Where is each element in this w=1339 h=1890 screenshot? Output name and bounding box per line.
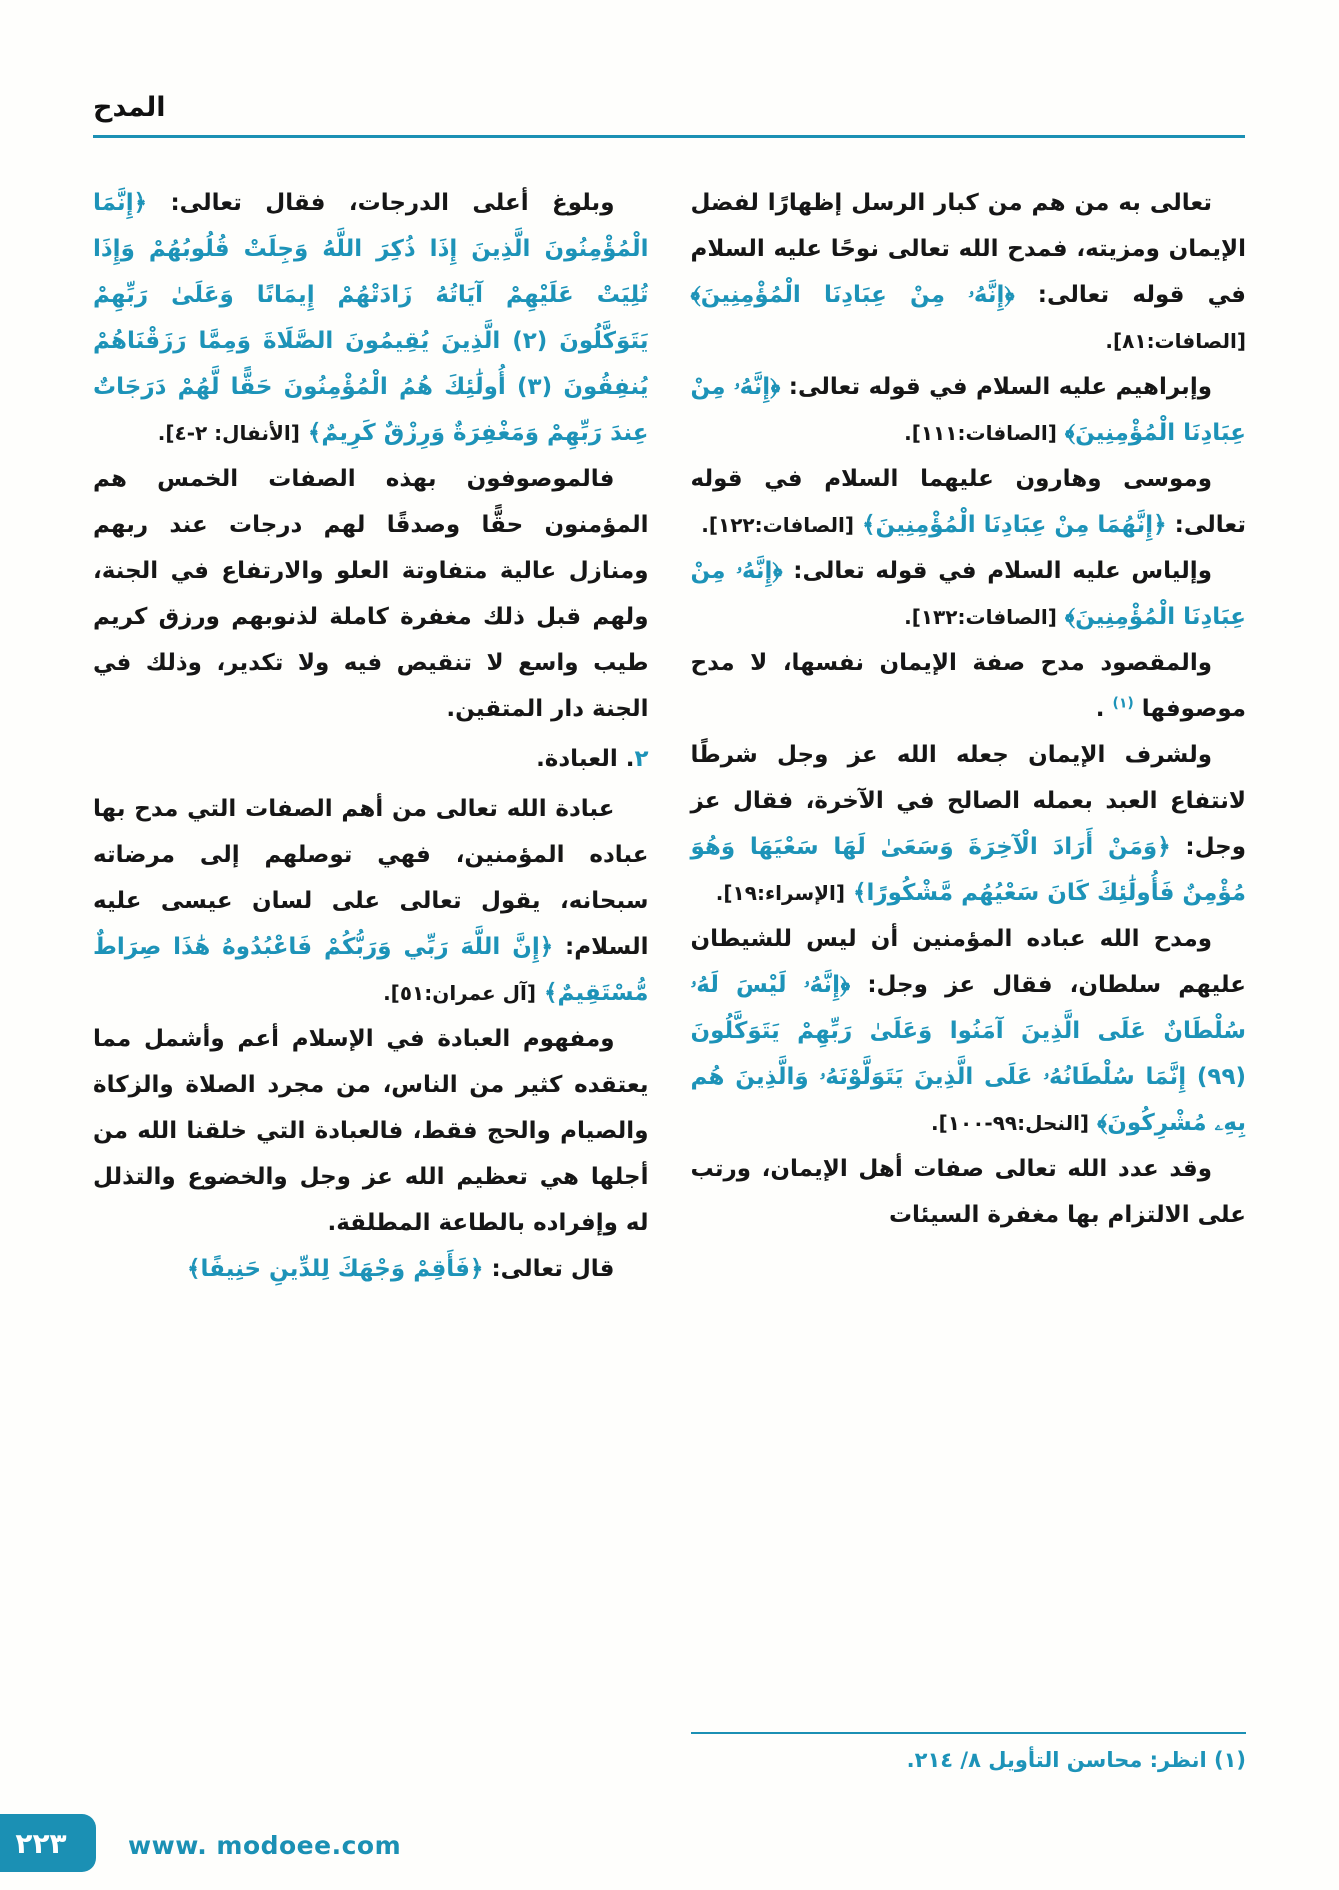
verse-reference: [الصافات:١٣٢]. <box>904 605 1057 629</box>
verse-reference: [الأنفال: ٢-٤]. <box>157 421 300 445</box>
verse-reference: [الصافات:٨١]. <box>1105 329 1246 353</box>
column-right <box>691 180 1247 1772</box>
paragraph <box>691 916 1247 1146</box>
quran-verse: ﴿إِنَّهُمَا مِنْ عِبَادِنَا الْمُؤْمِنِينَ﴾ <box>854 512 1167 538</box>
page-number: ٢٢٣ <box>15 1826 67 1860</box>
page-number-badge <box>0 1814 96 1872</box>
body-text: ولشرف الإيمان جعله الله عز وجل شرطًا لانتفاع العبد بعمله الصالح في الآخرة، فقال عز وجل: <box>690 742 1247 860</box>
paragraph <box>691 456 1247 548</box>
body-text: وبلوغ أعلى الدرجات، فقال تعالى: <box>147 190 615 216</box>
body-text: وإلياس عليه السلام في قوله تعالى: <box>782 558 1212 584</box>
body-text: والمقصود مدح صفة الإيمان نفسها، لا مدح موصوفها <box>690 650 1246 722</box>
body-text: تعالى به من هم من كبار الرسل إظهارًا لفضل الإيمان ومزيته، فمدح الله تعالى نوحًا عليه السلام في قوله تعالى: <box>690 190 1246 308</box>
verse-reference: [الإسراء:١٩]. <box>715 881 846 905</box>
paragraph <box>93 1246 649 1292</box>
body-text: وموسى وهارون عليهما السلام في قوله تعالى: <box>690 466 1246 538</box>
body-text: . العبادة. <box>536 746 635 772</box>
quran-verse: ﴿إِنَّ اللَّهَ رَبِّي وَرَبُّكُمْ فَاعْبُدُوهُ هَٰذَا صِرَاطٌ مُّسْتَقِيمٌ﴾ <box>93 934 649 1006</box>
verse-reference: [الصافات:١٢٢]. <box>701 513 855 537</box>
body-text: عبادة الله تعالى من أهم الصفات التي مدح بها عباده المؤمنين، فهي توصلهم إلى مرضاته سبحانه، يقول تعالى على لسان عيسى عليه السلام: <box>93 796 649 960</box>
paragraph <box>93 456 649 732</box>
column-left <box>93 180 649 1772</box>
body-text: وإبراهيم عليه السلام في قوله تعالى: <box>780 374 1212 400</box>
body-text: فالموصوفون بهذه الصفات الخمس هم المؤمنون حقًّا وصدقًا لهم درجات عند ربهم ومنازل عالية متفاوتة العلو والارتفاع في الجنة، ولهم قبل ذلك مغفرة كاملة لذنوبهم ورزق كريم طيب واسع لا تنقيص فيه ولا تكدير، وذلك في الجنة دار المتقين. <box>93 466 649 722</box>
verse-reference: [النحل:٩٩-١٠٠]. <box>931 1111 1090 1135</box>
body-text: ومفهوم العبادة في الإسلام أعم وأشمل مما يعتقده كثير من الناس، من مجرد الصلاة والزكاة والصيام والحج فقط، فالعبادة التي خلقنا الله من أجلها هي تعظيم الله عز وجل والخضوع والتذلل له وإفراده بالطاعة المطلقة. <box>93 1026 649 1236</box>
page-header <box>93 92 1245 138</box>
section-heading <box>93 736 649 782</box>
paragraph <box>691 732 1247 916</box>
body-text: ومدح الله عباده المؤمنين أن ليس للشيطان عليهم سلطان، فقال عز وجل: <box>690 926 1246 998</box>
paragraph <box>691 640 1247 732</box>
quran-verse: ﴿إِنَّهُۥ مِنْ عِبَادِنَا الْمُؤْمِنِينَ﴾ <box>690 282 1015 308</box>
verse-reference: [آل عمران:٥١]. <box>383 981 536 1005</box>
quran-verse: ﴿إِنَّهُۥ مِنْ عِبَادِنَا الْمُؤْمِنِينَ﴾ <box>690 374 1246 446</box>
paragraph <box>93 786 649 1016</box>
paragraph <box>691 180 1247 364</box>
footnote-marker: (١) <box>1112 695 1134 712</box>
paragraph <box>691 364 1247 456</box>
quran-verse: ﴿إِنَّمَا الْمُؤْمِنُونَ الَّذِينَ إِذَا ذُكِرَ اللَّهُ وَجِلَتْ قُلُوبُهُمْ وَإِذَا تُلِيَتْ عَلَيْهِمْ آيَاتُهُ زَادَتْهُمْ إِيمَانًا وَعَلَىٰ رَبِّهِمْ يَتَوَكَّلُونَ (٢) الَّذِينَ يُقِيمُونَ الصَّلَاةَ وَمِمَّا رَزَقْنَاهُمْ يُنفِقُونَ (٣) أُولَٰئِكَ هُمُ الْمُؤْمِنُونَ حَقًّا لَّهُمْ دَرَجَاتٌ عِندَ رَبِّهِمْ وَمَغْفِرَةٌ وَرِزْقٌ كَرِيمٌ﴾ <box>93 190 649 446</box>
paragraph <box>691 548 1247 640</box>
quran-verse: ﴿إِنَّهُۥ لَيْسَ لَهُۥ سُلْطَانٌ عَلَى الَّذِينَ آمَنُوا وَعَلَىٰ رَبِّهِمْ يَتَوَكَّلُونَ (٩٩) إِنَّمَا سُلْطَانُهُۥ عَلَى الَّذِينَ يَتَوَلَّوْنَهُۥ وَالَّذِينَ هُم بِهِۦ مُشْرِكُونَ﴾ <box>690 972 1246 1136</box>
publisher-website[interactable]: www. modoee.com <box>128 1831 402 1860</box>
body-text: قال تعالى: <box>483 1256 615 1282</box>
paragraph <box>93 180 649 456</box>
paragraph <box>691 1146 1247 1238</box>
chapter-title: المدح <box>93 92 166 123</box>
page-content <box>93 180 1246 1772</box>
section-number: ٢ <box>634 746 649 772</box>
verse-reference: [الصافات:١١١]. <box>904 421 1057 445</box>
paragraph <box>93 1016 649 1246</box>
quran-verse: ﴿وَمَنْ أَرَادَ الْآخِرَةَ وَسَعَىٰ لَهَا سَعْيَهَا وَهُوَ مُؤْمِنٌ فَأُولَٰئِكَ كَانَ سَعْيُهُم مَّشْكُورًا﴾ <box>690 834 1246 906</box>
quran-verse: ﴿فَأَقِمْ وَجْهَكَ لِلدِّينِ حَنِيفًا﴾ <box>187 1256 484 1282</box>
footnote: (١) انظر: محاسن التأويل ٨/ ٢١٤. <box>691 1732 1247 1772</box>
quran-verse: ﴿إِنَّهُۥ مِنْ عِبَادِنَا الْمُؤْمِنِينَ﴾ <box>690 558 1246 630</box>
body-text: وقد عدد الله تعالى صفات أهل الإيمان، ورتب على الالتزام بها مغفرة السيئات <box>690 1156 1246 1228</box>
body-text: . <box>1095 696 1113 722</box>
